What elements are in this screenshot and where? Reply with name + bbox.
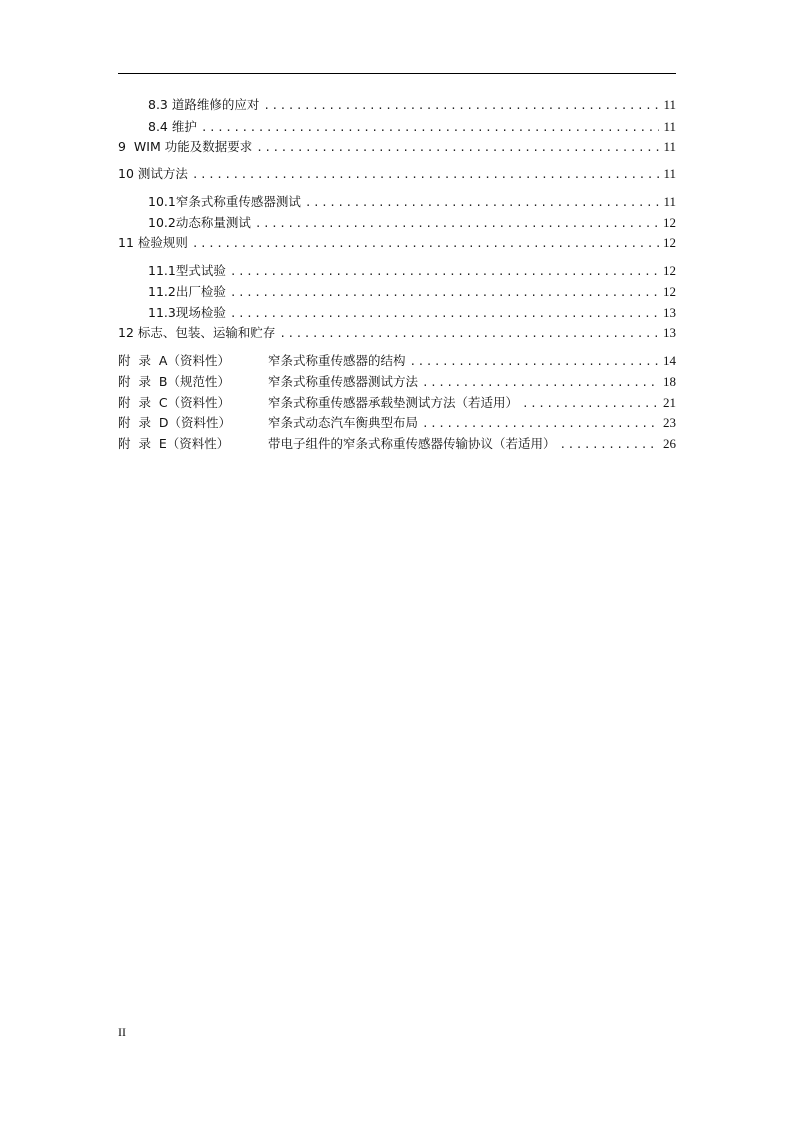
appendix-label: 附 录 D（资料性）: [118, 415, 232, 430]
toc-entry-12[interactable]: [118, 324, 676, 342]
toc-page-number: 23: [663, 415, 676, 430]
toc-entry-text: 11 检验规则: [118, 235, 188, 250]
toc-entry-text: 11.2出厂检验: [148, 284, 226, 299]
toc-appendix-d[interactable]: [118, 414, 676, 432]
header-rule: [118, 73, 676, 74]
dot-leader: [305, 194, 660, 212]
toc-page-number: 12: [663, 284, 676, 299]
dot-leader: [560, 436, 659, 454]
footer-page-number: II: [118, 1025, 126, 1039]
toc-page-number: 11: [663, 194, 676, 209]
toc-entry-11[interactable]: [118, 234, 676, 252]
toc-page-number: 11: [663, 97, 676, 112]
toc-entry-11-1[interactable]: [118, 262, 676, 280]
toc-entry-text: 8.4 维护: [148, 119, 197, 134]
toc-entry-text: 11.3现场检验: [148, 305, 226, 320]
dot-leader: [522, 395, 659, 413]
toc-entry-text: 11.1型式试验: [148, 263, 226, 278]
toc-page-number: 13: [663, 325, 676, 340]
appendix-title: 带电子组件的窄条式称重传感器传输协议（若适用）: [268, 436, 556, 451]
appendix-label: 附 录 B（规范性）: [118, 374, 230, 389]
toc-entry-text: 8.3 道路维修的应对: [148, 97, 260, 112]
toc-page-number: 21: [663, 395, 676, 410]
toc-entry-text: 10 测试方法: [118, 166, 188, 181]
dot-leader: [422, 415, 659, 433]
dot-leader: [256, 139, 659, 157]
toc-entry-10-1[interactable]: [118, 193, 676, 211]
dot-leader: [192, 166, 660, 184]
toc-page-number: 13: [663, 305, 676, 320]
dot-leader: [422, 374, 659, 392]
appendix-label: 附 录 E（资料性）: [118, 436, 230, 451]
appendix-label: 附 录 C（资料性）: [118, 395, 231, 410]
toc-entry-text: 10.1窄条式称重传感器测试: [148, 194, 301, 209]
toc-entry-8-3[interactable]: [118, 96, 676, 114]
appendix-label: 附 录 A（资料性）: [118, 353, 230, 368]
appendix-title: 窄条式称重传感器的结构: [268, 353, 406, 368]
toc-entry-10[interactable]: [118, 165, 676, 183]
toc-page-number: 14: [663, 353, 676, 368]
toc-appendix-a[interactable]: [118, 352, 676, 370]
toc-page-number: 26: [663, 436, 676, 451]
dot-leader: [230, 263, 659, 281]
toc-entry-text: 9 WIM 功能及数据要求: [118, 139, 253, 154]
toc-page-number: 18: [663, 374, 676, 389]
toc-entry-9[interactable]: [118, 138, 676, 156]
appendix-title: 窄条式动态汽车衡典型布局: [268, 415, 419, 430]
toc-appendix-c[interactable]: [118, 394, 676, 412]
toc-page-number: 12: [663, 263, 676, 278]
toc-page-number: 11: [663, 166, 676, 181]
dot-leader: [263, 97, 659, 115]
toc-page-number: 12: [663, 235, 676, 250]
toc-page-number: 11: [663, 139, 676, 154]
dot-leader: [201, 119, 660, 137]
toc-entry-11-3[interactable]: [118, 304, 676, 322]
toc-appendix-b[interactable]: [118, 373, 676, 391]
dot-leader: [279, 325, 659, 343]
appendix-title: 窄条式称重传感器测试方法: [268, 374, 419, 389]
toc-entry-text: 10.2动态称量测试: [148, 215, 251, 230]
toc-page-number: 12: [663, 215, 676, 230]
dot-leader: [230, 284, 659, 302]
toc-entry-8-4[interactable]: [118, 118, 676, 136]
dot-leader: [410, 353, 659, 371]
dot-leader: [255, 215, 659, 233]
dot-leader: [230, 305, 659, 323]
toc-appendix-e[interactable]: [118, 435, 676, 453]
appendix-title: 窄条式称重传感器承载垫测试方法（若适用）: [268, 395, 519, 410]
toc-page-number: 11: [663, 119, 676, 134]
toc-entry-text: 12 标志、包装、运输和贮存: [118, 325, 276, 340]
toc-entry-11-2[interactable]: [118, 283, 676, 301]
dot-leader: [192, 235, 659, 253]
toc-entry-10-2[interactable]: [118, 214, 676, 232]
